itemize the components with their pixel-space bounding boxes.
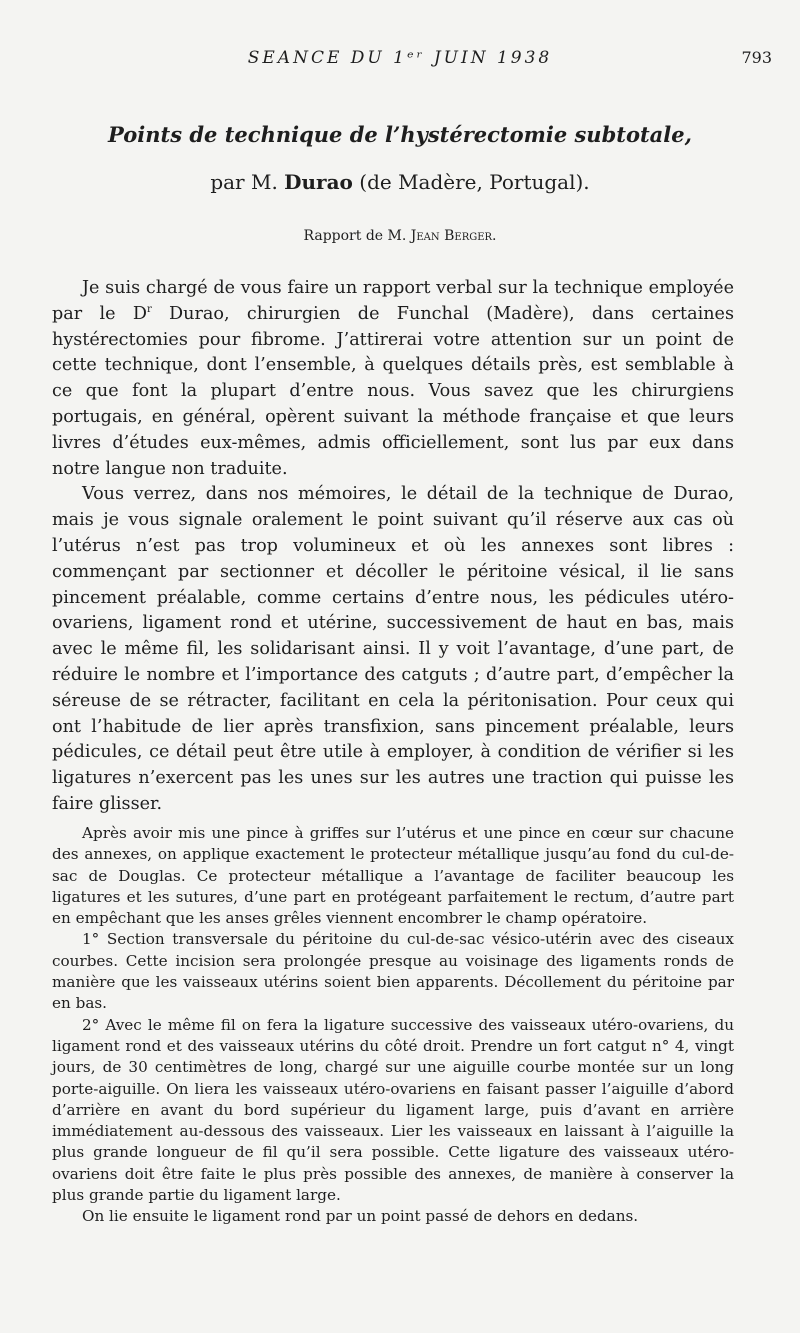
byline bbox=[60, 170, 740, 194]
running-header bbox=[0, 48, 800, 74]
paragraph-1 bbox=[52, 276, 734, 482]
paragraph-1-text-a: Je suis chargé de vous faire un rapport verbal sur la technique employée par le D bbox=[52, 278, 734, 324]
memoir-body bbox=[52, 823, 734, 1228]
byline-prefix: par M. bbox=[210, 170, 278, 194]
paragraph-6: On lie ensuite le ligament rond par un point passé de dehors en dedans. bbox=[82, 1207, 639, 1226]
author-affiliation: (de Madère, Portugal). bbox=[359, 170, 590, 194]
author-name: Durao bbox=[284, 170, 353, 194]
article-title: Points de technique de l’hystérectomie subtotale, bbox=[108, 122, 692, 147]
paragraph-5: 2° Avec le même fil on fera la ligature successive des vaisseaux utéro-ovariens, du ligament rond et des vaisseaux utérins du côté droit. Prendre un fort catgut n° 4, vingt jours, de 30 centimètres de long, chargé sur une aiguille courbe montée sur un long porte-aiguille. On liera les vaisseaux utéro-ovariens en faisant passer l’aiguille d’abord d’arrière en avant du bord supérieur du ligament large, puis d’avant en arrière immédiatement au-dessous des vaisseaux. Lier les vaisseaux en laissant à l’aiguille la plus grande longueur de fil qu’il sera possible. Cette ligature des vaisseaux utéro-ovariens doit être faite le plus près possible des annexes, de manière à conserver la plus grande partie du ligament large. bbox=[52, 1015, 734, 1205]
paragraph-3: Après avoir mis une pince à griffes sur l’utérus et une pince en cœur sur chacune des annexes, on applique exactement le protecteur métallique jusqu’au fond du cul-de-sac de Douglas. Ce protecteur métallique a l’avantage de faciliter beaucoup les ligatures et les sutures, d’une part en protégeant parfaitement le rectum, d’autre part en empêchant que les anses grêles viennent encombrer le champ opératoire. bbox=[52, 824, 734, 928]
report-body bbox=[52, 276, 734, 818]
running-title: SEANCE DU 1ᵉʳ JUIN 1938 bbox=[247, 48, 553, 68]
paragraph-1-text-b: Durao, chirurgien de Funchal (Madère), dans certaines hystérectomies pour fibrome. J’attirerai votre attention sur un point de cette technique, dont l’ensemble, à quelques détails près, est semblable à ce que font la plupart d’entre nous. Vous savez que les chirurgiens portugais, en général, opèrent suivant la méthode française et que leurs livres d’études eux-mêmes, admis officiellement, sont lus par eux dans notre langue non traduite. bbox=[52, 303, 734, 479]
paragraph-2: Vous verrez, dans nos mémoires, le détail de la technique de Durao, mais je vous signale oralement le point suivant qu’il réserve aux cas où l’utérus n’est pas trop volumineux et où les annexes sont libres : commençant par sectionner et décoller le péritoine vésical, il lie sans pincement préalable, comme certains d’entre nous, les pédicules utéro-ovariens, ligament rond et utérine, successivement de haut en bas, mais avec le même fil, les solidarisant ainsi. Il y voit l’avantage, d’une part, de réduire le nombre et l’importance des catguts ; d’autre part, d’empêcher la séreuse de se rétracter, facilitant en cela la péritonisation. Pour ceux qui ont l’habitude de lier après transfixion, sans pincement préalable, leurs pédicules, ce détail peut être utile à employer, à condition de vérifier si les ligatures n’exercent pas les unes sur les autres une traction qui puisse les faire glisser. bbox=[52, 484, 734, 814]
title-superscript: r bbox=[146, 303, 152, 315]
page-number: 793 bbox=[741, 48, 772, 67]
report-prefix: Rapport de M. bbox=[303, 228, 407, 244]
report-author: Jean Berger. bbox=[410, 228, 497, 244]
paragraph-4: 1° Section transversale du péritoine du cul-de-sac vésico-utérin avec des ciseaux courbes. Cette incision sera prolongée presque au voisinage des ligaments ronds de manière que les vaisseaux utérins soient bien apparents. Décollement du péritoine par en bas. bbox=[52, 930, 734, 1013]
report-line bbox=[60, 228, 740, 244]
